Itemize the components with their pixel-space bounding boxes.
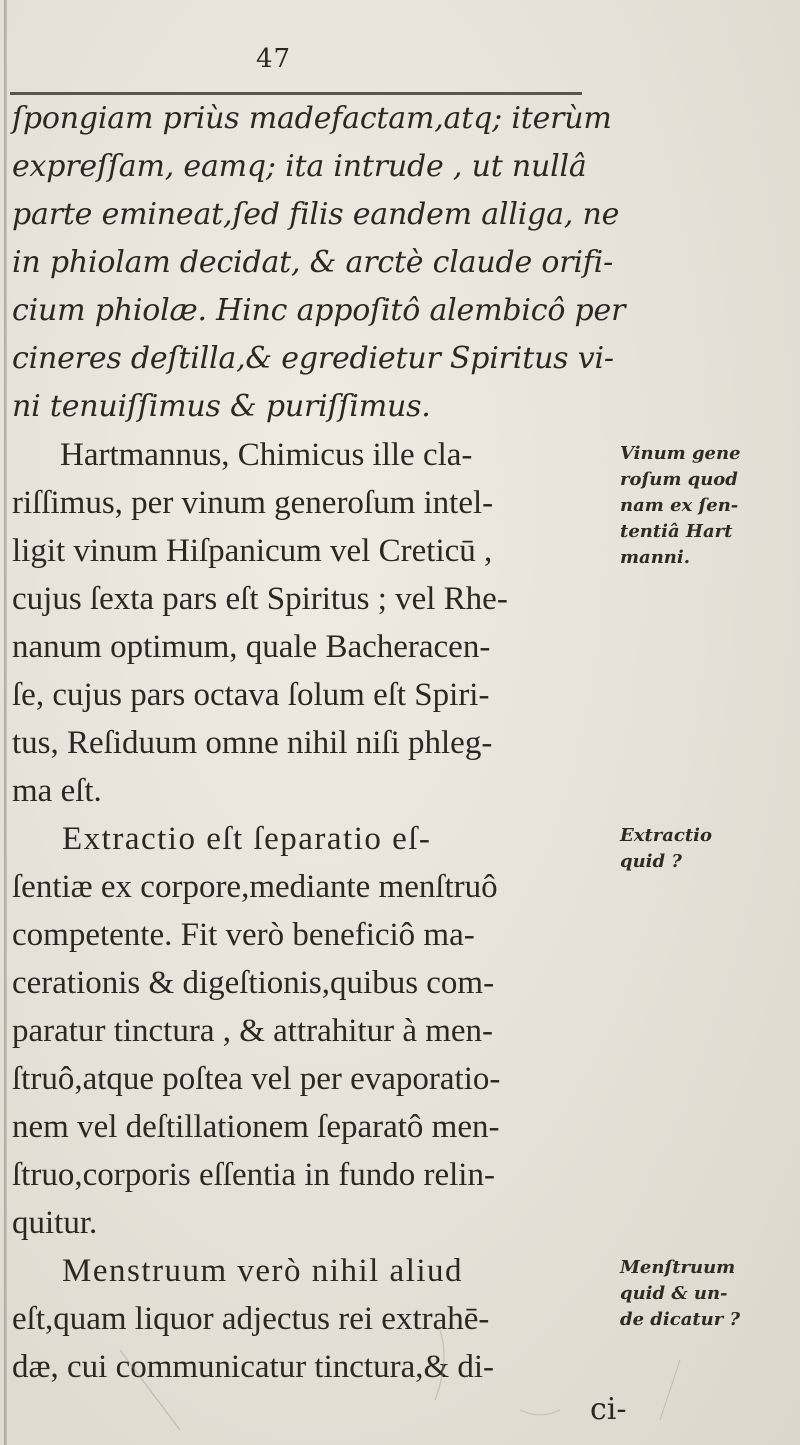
text-line-16: Extractio eſt ſeparatio eſ- — [62, 821, 432, 857]
catchword: ci- — [590, 1392, 627, 1427]
text-line-5: cium phiolæ. Hinc appoſitô alembicô per — [12, 293, 626, 328]
page-gutter-edge — [4, 0, 7, 1445]
marginal-note-line: quid & un- — [620, 1283, 728, 1304]
text-line-6: cineres deſtilla,& egredietur Spiritus vi- — [12, 341, 614, 376]
text-line-26: eſt,quam liquor adjectus rei extrahē- — [12, 1301, 490, 1337]
text-line-17: ſentiæ ex corpore,mediante menſtruô — [12, 869, 498, 905]
text-line-8: Hartmannus, Chimicus ille cla- — [60, 437, 473, 473]
marginal-note-line: Menſtruum — [620, 1257, 736, 1278]
text-line-4: in phiolam decidat, & arctè claude orifi- — [12, 245, 614, 280]
text-line-7: ni tenuiſſimus & puriſſimus. — [12, 389, 431, 424]
marginal-note-line: nam ex ſen- — [620, 495, 739, 516]
text-line-25: Menstruum verò nihil aliud — [62, 1253, 464, 1289]
text-line-15: ma eſt. — [12, 773, 102, 809]
text-line-9: riſſimus, per vinum generoſum intel- — [12, 485, 494, 521]
text-line-13: ſe, cujus pars octava ſolum eſt Spiri- — [12, 677, 490, 713]
text-line-23: ſtruo,corporis eſſentia in fundo relin- — [12, 1157, 495, 1193]
text-line-22: nem vel deſtillationem ſeparatô men- — [12, 1109, 500, 1145]
marginal-note-line: quid ? — [620, 851, 682, 872]
marginal-note-line: manni. — [620, 547, 690, 568]
marginal-note-line: roſum quod — [620, 469, 738, 490]
text-line-24: quitur. — [12, 1205, 98, 1241]
text-line-14: tus, Reſiduum omne nihil niſi phleg- — [12, 725, 493, 761]
text-line-12: nanum optimum, quale Bacheracen- — [12, 629, 491, 665]
text-line-21: ſtruô,atque poſtea vel per evaporatio- — [12, 1061, 501, 1097]
page-number: 47 — [256, 44, 292, 74]
marginal-note-line: de dicatur ? — [620, 1309, 741, 1330]
text-line-10: ligit vinum Hiſpanicum vel Creticū , — [12, 533, 493, 569]
text-line-27: dæ, cui communicatur tinctura,& di- — [12, 1349, 495, 1385]
text-line-18: competente. Fit verò beneficiô ma- — [12, 917, 475, 953]
marginal-note-line: Extractio — [620, 825, 713, 846]
text-line-20: paratur tinctura , & attrahitur à men- — [12, 1013, 494, 1049]
marginal-note-line: tentiâ Hart — [620, 521, 733, 542]
marginal-note-line: Vinum gene — [620, 443, 741, 464]
text-line-3: parte emineat,ſed filis eandem alliga, ne — [12, 197, 620, 232]
header-rule — [10, 92, 582, 95]
text-line-1: ſpongiam priùs madefactam,atq; iterùm — [12, 101, 612, 136]
text-line-11: cujus ſexta pars eſt Spiritus ; vel Rhe- — [12, 581, 508, 617]
text-line-2: expreſſam, eamq; ita intrude , ut nullâ — [12, 149, 587, 184]
text-line-19: cerationis & digeſtionis,quibus com- — [12, 965, 495, 1001]
